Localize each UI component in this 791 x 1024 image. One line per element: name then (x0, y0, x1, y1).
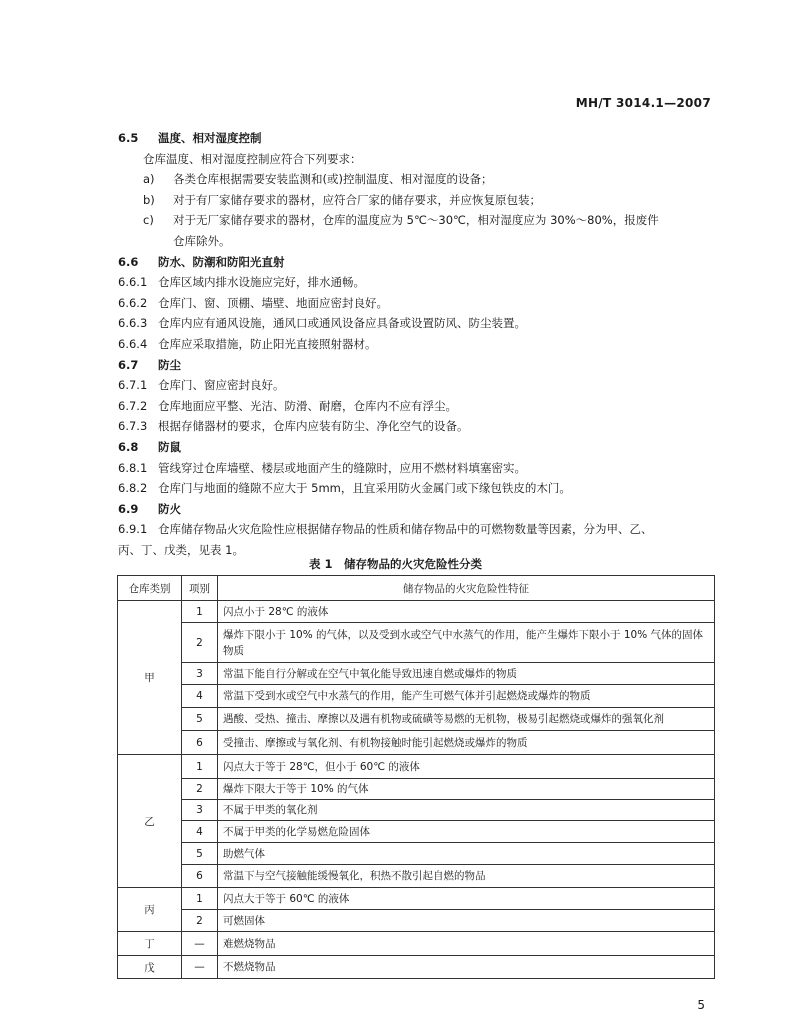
feature-cell: 不属于甲类的氧化剂 (218, 800, 715, 821)
clause-text: 仓库门与地面的缝隙不应大于 5mm，且宜采用防火金属门或下缘包铁皮的木门。 (158, 481, 571, 496)
category-cell: 丁 (118, 932, 182, 956)
clause-number: 6.9.1 (118, 522, 148, 537)
clause-text: 仓库地面应平整、光洁、防滑、耐磨，仓库内不应有浮尘。 (158, 398, 457, 413)
table-row (118, 685, 715, 708)
paragraph-line (118, 252, 718, 273)
feature-cell: 遇酸、受热、撞击、摩擦以及遇有机物或硫磺等易燃的无机物，极易引起燃烧或爆炸的强氧化剂 (218, 708, 715, 731)
paragraph-line (118, 499, 718, 520)
clause-number: 6.6 (118, 254, 139, 269)
feature-cell: 常温下能自行分解或在空气中氧化能导致迅速自燃或爆炸的物质 (218, 663, 715, 685)
table-row (118, 779, 715, 800)
feature-cell: 闪点大于等于 28℃，但小于 60℃ 的液体 (218, 755, 715, 779)
table-row (118, 708, 715, 731)
paragraph-line (118, 313, 718, 334)
clause-text: 仓库区域内排水设施应完好，排水通畅。 (158, 275, 365, 290)
feature-cell: 常温下受到水或空气中水蒸气的作用，能产生可燃气体并引起燃烧或爆炸的物质 (218, 685, 715, 708)
paragraph-line (118, 231, 718, 252)
item-cell: 5 (182, 708, 218, 731)
page-number: 5 (697, 998, 705, 1012)
clause-number: 6.8.1 (118, 460, 148, 475)
item-cell: 1 (182, 601, 218, 623)
clause-text: 仓库应采取措施，防止阳光直接照射器材。 (158, 336, 377, 351)
clause-text: 仓库门、窗应密封良好。 (158, 378, 285, 393)
clause-text: 根据存储器材的要求，仓库内应装有防尘、净化空气的设备。 (158, 419, 469, 434)
paragraph-line (118, 272, 718, 293)
header-item: 项别 (182, 576, 218, 601)
table-row (118, 932, 715, 956)
clause-text: 防水、防潮和防阳光直射 (158, 254, 285, 269)
clause-text: 仓库内应有通风设施，通风口或通风设备应具备或设置防风、防尘装置。 (158, 316, 526, 331)
clause-number: 6.6.1 (118, 275, 148, 290)
item-cell: 2 (182, 779, 218, 800)
clause-text: 对于无厂家储存要求的器材，仓库的温度应为 5℃～30℃，相对湿度应为 30%～80%，报废件 (173, 213, 659, 228)
item-cell: — (182, 932, 218, 956)
clause-text: 丙、丁、戊类，见表 1。 (118, 542, 244, 557)
paragraph-line (118, 355, 718, 376)
clause-text: 管线穿过仓库墙壁、楼层或地面产生的缝隙时，应用不燃材料填塞密实。 (158, 460, 526, 475)
table-header-row (118, 576, 715, 601)
clause-number: 6.5 (118, 131, 139, 145)
item-cell: 6 (182, 731, 218, 755)
clause-text: 防火 (158, 501, 181, 516)
table-title: 表 1 储存物品的火灾危险性分类 (308, 557, 482, 571)
clause-text: 防鼠 (158, 439, 181, 454)
clause-number: 6.7 (118, 357, 139, 372)
clause-text: 仓库温度、相对湿度控制应符合下列要求： (143, 151, 362, 166)
table-row (118, 843, 715, 865)
clause-number: a) (143, 172, 155, 187)
feature-cell: 不燃烧物品 (218, 956, 715, 979)
item-cell: 1 (182, 888, 218, 910)
paragraph-line (118, 519, 718, 540)
item-cell: 2 (182, 910, 218, 932)
body-text (118, 128, 718, 560)
header-feature: 储存物品的火灾危险性特征 (218, 576, 715, 601)
hazard-classification-table (117, 575, 715, 979)
paragraph-line (118, 128, 718, 149)
item-cell: 5 (182, 843, 218, 865)
paragraph-line (118, 396, 718, 417)
item-cell: 3 (182, 663, 218, 685)
feature-cell: 不属于甲类的化学易燃危险固体 (218, 821, 715, 843)
item-cell: 4 (182, 821, 218, 843)
paragraph-line (118, 416, 718, 437)
feature-cell: 爆炸下限大于等于 10% 的气体 (218, 779, 715, 800)
clause-number: b) (143, 192, 155, 207)
paragraph-line (118, 458, 718, 479)
table-row (118, 623, 715, 663)
item-cell: 6 (182, 865, 218, 888)
table-row (118, 755, 715, 779)
feature-cell: 可燃固体 (218, 910, 715, 932)
feature-cell: 闪点小于 28℃ 的液体 (218, 601, 715, 623)
clause-text: 仓库门、窗、顶棚、墙壁、地面应密封良好。 (158, 295, 388, 310)
clause-number: c) (143, 213, 154, 228)
clause-number: 6.6.2 (118, 295, 148, 310)
feature-cell: 闪点大于等于 60℃ 的液体 (218, 888, 715, 910)
table-row (118, 821, 715, 843)
table-row (118, 601, 715, 623)
feature-cell: 难燃烧物品 (218, 932, 715, 956)
table-row (118, 663, 715, 685)
paragraph-line (118, 437, 718, 458)
feature-cell: 助燃气体 (218, 843, 715, 865)
clause-number: 6.6.3 (118, 316, 148, 331)
paragraph-line (118, 190, 718, 211)
clause-text: 对于有厂家储存要求的器材，应符合厂家的储存要求，并应恢复原包装； (173, 192, 541, 207)
item-cell: 3 (182, 800, 218, 821)
clause-text: 仓库除外。 (173, 233, 231, 248)
clause-number: 6.8 (118, 439, 139, 454)
item-cell: 2 (182, 623, 218, 663)
paragraph-line (118, 169, 718, 190)
table-row (118, 800, 715, 821)
clause-text: 各类仓库根据需要安装监测和(或)控制温度、相对湿度的设备； (173, 172, 493, 187)
paragraph-line (118, 149, 718, 170)
feature-cell: 受撞击、摩擦或与氧化剂、有机物接触时能引起燃烧或爆炸的物质 (218, 731, 715, 755)
item-cell: 1 (182, 755, 218, 779)
paragraph-line (118, 334, 718, 355)
table-row (118, 888, 715, 910)
feature-cell: 爆炸下限小于 10% 的气体，以及受到水或空气中水蒸气的作用，能产生爆炸下限小于 10% 气体的固体物质 (218, 623, 715, 663)
table-row (118, 956, 715, 979)
clause-number: 6.7.2 (118, 398, 148, 413)
header-category: 仓库类别 (118, 576, 182, 601)
paragraph-line (118, 210, 718, 231)
clause-number: 6.6.4 (118, 336, 148, 351)
item-cell: — (182, 956, 218, 979)
paragraph-line (118, 293, 718, 314)
category-cell: 乙 (118, 755, 182, 888)
standard-code: MH/T 3014.1—2007 (575, 96, 711, 110)
clause-number: 6.9 (118, 501, 139, 516)
category-cell: 丙 (118, 888, 182, 932)
table-row (118, 731, 715, 755)
clause-text: 仓库储存物品火灾危险性应根据储存物品的性质和储存物品中的可燃物数量等因素，分为甲、乙、 (158, 522, 653, 537)
clause-text: 防尘 (158, 357, 181, 372)
clause-number: 6.8.2 (118, 481, 148, 496)
table-row (118, 865, 715, 888)
clause-number: 6.7.3 (118, 419, 148, 434)
item-cell: 4 (182, 685, 218, 708)
feature-cell: 常温下与空气接触能缓慢氧化，积热不散引起自燃的物品 (218, 865, 715, 888)
clause-number: 6.7.1 (118, 378, 148, 393)
category-cell: 戊 (118, 956, 182, 979)
paragraph-line (118, 478, 718, 499)
table-row (118, 910, 715, 932)
clause-text: 温度、相对湿度控制 (158, 131, 262, 145)
paragraph-line (118, 375, 718, 396)
category-cell: 甲 (118, 601, 182, 755)
